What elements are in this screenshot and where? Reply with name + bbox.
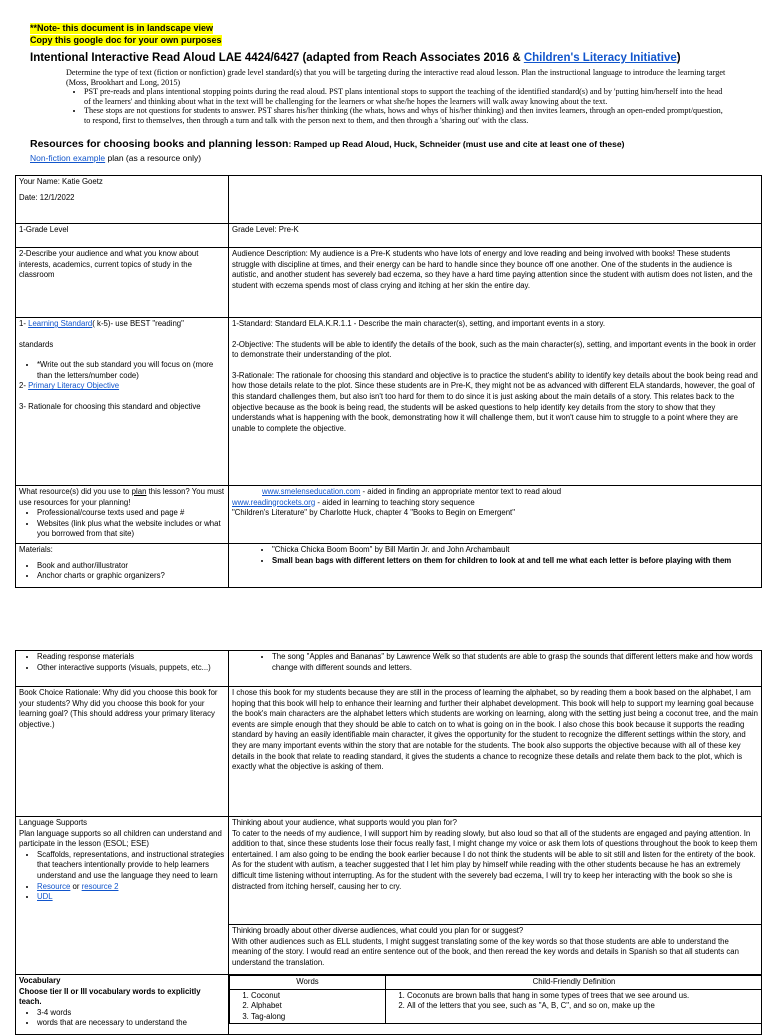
copy-note: Copy this google doc for your own purposes bbox=[30, 35, 222, 45]
materials-label-cell: Materials: • Book and author/illustrator • Anchor charts or graphic organizers? bbox=[16, 544, 229, 588]
name-date-cell bbox=[16, 176, 229, 224]
table-row bbox=[16, 486, 762, 544]
resources-value-cell: www.smelenseducation.com - aided in finding an appropriate mentor text to read aloud www.readingrockets.org - aided in learning to teaching story sequence "Children's Literature" by Charlotte Huck, chapter 4 "Books to Begin on Emergent" bbox=[229, 486, 762, 544]
grade-label: 1-Grade Level bbox=[16, 224, 229, 248]
grade-value: Grade Level: Pre-K bbox=[229, 224, 762, 248]
definition-header: Child-Friendly Definition bbox=[386, 976, 762, 990]
table-row bbox=[16, 651, 762, 687]
vocabulary-table-cell bbox=[229, 975, 762, 1035]
list-item: • Anchor charts or graphic organizers? bbox=[37, 571, 225, 582]
table-row bbox=[16, 176, 762, 224]
materials-value-cell bbox=[229, 544, 762, 588]
book-choice-value: I chose this book for my students because they are still in the process of learning the alphabet, so by reading them a book based on the alphabet, I am hoping that this book will help to enhance their learning and further their alphabet development. This book will help to support my learning goal because the book's main characters are the alphabet letters which students are working on learning, along with the setting just being a coconut tree, and the main events are simple enough that they should be able to catch on to what is going on in the book. I also chose this book because it supports the reading standard by having an easily identifiable main character, it gives the opportunity for the student to recognize the different settings within the story, and they are many important events within the story that are notable for the students. The book also supports the objective because with all of these key details in the book that relate to reading standard, it gives the students a chance to recognize these details and relate them back to the plot, which is exactly what the objective is asking of them. bbox=[229, 687, 762, 817]
date-field: Date: 12/1/2022 bbox=[19, 192, 75, 202]
standard-value: 1-Standard: Standard ELA.K.R.1.1 - Describe the main character(s), setting, and important events in a story. bbox=[232, 319, 605, 328]
list-item: • Other interactive supports (visuals, puppets, etc...) bbox=[37, 663, 225, 674]
empty-cell bbox=[229, 176, 762, 224]
table-row bbox=[16, 975, 762, 1035]
language-bullet-list bbox=[19, 850, 225, 903]
list-item: • words that are necessary to understand the bbox=[37, 1018, 225, 1029]
landscape-note: **Note- this document is in landscape view bbox=[30, 23, 214, 33]
intro-instructions: Determine the type of text (fiction or nonfiction) grade level standard(s) that you will be targeting during the interactive read aloud lesson. Plan the instructional language to introduce the learning target (Moss, Brookhart and Long, 2015) • PST pre-reads and plans intentional stopping points during the read aloud. PST plans intentional stops to support the teaching of the identified standard(s) and by 'putting him/herself into the head of the learners' and thinking about what in the text will be challenging for the learners or what she/he hopes the learners will walk away knowing about the text. • These stops are not questions for students to answer. PST shares his/her thinking (the whats, hows and whys of his/her thinking) and then invites learners, through an open-ended prompt/question, to respond, first to themselves, then through a turn and talk with the person next to them, and then through a 'sharing out' with the class. bbox=[66, 68, 726, 126]
words-header: Words bbox=[230, 976, 386, 990]
resources-label-cell: What resource(s) did you use to plan this lesson? You must use resources for your planning! • Professional/course texts used and page # • Websites (link plus what the website includes or what you borrowed from that site) bbox=[16, 486, 229, 544]
list-item: • Professional/course texts used and page # bbox=[37, 508, 225, 519]
table-row bbox=[16, 817, 762, 925]
intro-bullet-list bbox=[66, 87, 726, 125]
list-item: 3. Tag-along bbox=[251, 1012, 382, 1023]
audience-value: Audience Description: My audience is a Pre-K students who have lots of energy and love reading and being involved with books! These students struggle with discipline at times, and their energy can be hard to handle since they bounce off one another. One of the students in the audience is autistic, and another student has severely bad eczema, so they have a hard time paying attention since the student with autism does not listen, and the student with eczema spends most of class crying and itching at her skin the entire day. bbox=[229, 248, 762, 318]
table-row bbox=[230, 989, 762, 1024]
readingrockets-link[interactable]: www.readingrockets.org bbox=[232, 497, 316, 507]
words-cell bbox=[230, 989, 386, 1024]
list-item: • Reading response materials bbox=[37, 652, 225, 663]
intro-bullet: • These stops are not questions for students to answer. PST shares his/her thinking (the whats, hows and whys of his/her thinking) and then invites learners, through an open-ended prompt/question, to respond, first to themselves, then through a turn and talk with the person next to them, and then through a 'sharing out' with the class. bbox=[84, 106, 726, 125]
definitions-cell bbox=[386, 989, 762, 1024]
standard-bullet-list bbox=[19, 360, 225, 381]
words-list bbox=[233, 991, 382, 1023]
list-item: • 3-4 words bbox=[37, 1008, 225, 1019]
list-item bbox=[37, 892, 225, 903]
primary-literacy-objective-link[interactable]: Primary Literacy Objective bbox=[28, 381, 120, 391]
table-row bbox=[16, 318, 762, 486]
smelenseducation-link[interactable]: www.smelenseducation.com bbox=[262, 487, 361, 496]
list-item: • Book and author/illustrator bbox=[37, 561, 225, 572]
definitions-list bbox=[389, 991, 759, 1012]
table-row bbox=[16, 687, 762, 817]
intro-bullet: • PST pre-reads and plans intentional stopping points during the read aloud. PST plans intentional stops to support the teaching of the identified standard(s) and by 'putting him/herself into the head of the learners' and thinking about what in the text will be challenging for the learners or what she/he hopes the learners will walk away knowing about the text. bbox=[84, 87, 726, 106]
list-item: 2. Alphabet bbox=[251, 1001, 382, 1012]
document-title: Intentional Interactive Read Aloud LAE 4424/6427 (adapted from Reach Associates 2016 & Children's Literacy Initiative) bbox=[30, 52, 681, 64]
list-item: • Scaffolds, representations, and instructional strategies that teachers intentionally provide to help learners understand and use the language they need to learn bbox=[37, 850, 225, 882]
nonfiction-line: Non-fiction example plan (as a resource only) bbox=[30, 153, 202, 163]
lesson-plan-table-continued bbox=[15, 650, 762, 1035]
resources-heading: Resources for choosing books and planning lesson: Ramped up Read Aloud, Huck, Schneider (must use and cite at least one of these) bbox=[30, 138, 625, 150]
table-row bbox=[16, 248, 762, 318]
table-row bbox=[230, 976, 762, 990]
list-item: • "Chicka Chicka Boom Boom" by Bill Martin Jr. and John Archambault bbox=[272, 545, 758, 556]
language-supports-cell: Language Supports Plan language supports so all children can understand and participate in the lesson (ESOL; ESE) • Scaffolds, representations, and instructional strategies that teachers intentionally provide to help learners understand and use the language they need to learn • Resource or resource 2 • UDL bbox=[16, 817, 229, 975]
list-item: • Small bean bags with different letters on them for children to look at and tell me what each letter is before playing with them bbox=[272, 556, 758, 567]
table-row bbox=[16, 224, 762, 248]
rationale-label: 3- Rationale for choosing this standard and objective bbox=[19, 401, 201, 411]
resources-bullet-list bbox=[19, 508, 225, 540]
vocabulary-label-cell: Vocabulary Choose tier II or III vocabulary words to explicitly teach. • 3-4 words • words that are necessary to understand the bbox=[16, 975, 229, 1035]
table-row bbox=[16, 544, 762, 588]
diverse-audience-cell: Thinking broadly about other diverse audiences, what could you plan for or suggest? With other audiences such as ELL students, I might suggest translating some of the key words so that those students are able to understand the meaning of the story. I would read an entire sentence out of the book, and then reread the key words and details in Spanish so that all students can understand the translation. bbox=[229, 925, 762, 975]
list-item: • *Write out the sub standard you will focus on (more than the letters/number code) bbox=[37, 360, 225, 381]
nonfiction-example-link[interactable]: Non-fiction example bbox=[30, 153, 106, 163]
materials-bullet-list bbox=[19, 561, 225, 582]
resource-2-link[interactable]: resource 2 bbox=[81, 881, 119, 891]
objective-value: 2-Objective: The students will be able to identify the details of the book, such as the main character(s), setting, and important events in the book in order to demonstrate their understanding of the plot. bbox=[232, 339, 756, 360]
vocabulary-table bbox=[229, 975, 762, 1024]
list-item: • The song "Apples and Bananas" by Lawrence Welk so that students are able to grasp the sounds that different letters make and how words change with different sounds and letters. bbox=[272, 652, 758, 673]
standard-cell: 1- Learning Standard( k-5)- use BEST "reading" standards • *Write out the sub standard you will focus on (more than the letters/number code) 2- Primary Literacy Objective 3- Rationale for choosing this standard and objective bbox=[16, 318, 229, 486]
list-item: • Websites (link plus what the website includes or what you borrowed from that site) bbox=[37, 519, 225, 540]
list-item: • Resource or resource 2 bbox=[37, 882, 225, 893]
continued-label-cell bbox=[16, 651, 229, 687]
list-item: 1. Coconuts are brown balls that hang in some types of trees that we see around us. bbox=[407, 991, 759, 1002]
audience-label: 2-Describe your audience and what you know about interests, academics, current topics of study in the classroom bbox=[16, 248, 229, 318]
name-field: Your Name: Katie Goetz bbox=[19, 177, 103, 186]
resource-link[interactable]: Resource bbox=[37, 881, 71, 891]
book-choice-label: Book Choice Rationale: Why did you choose this book for your students? Why did you choose this book for your learning goal? (This should address your primary literacy objective.) bbox=[16, 687, 229, 817]
standard-objective-rationale-cell bbox=[229, 318, 762, 486]
list-item: 2. All of the letters that you see, such as "A, B, C", and so on, make up the bbox=[407, 1001, 759, 1012]
list-item: 1. Coconut bbox=[251, 991, 382, 1002]
lesson-plan-table bbox=[15, 175, 762, 588]
learning-standard-link[interactable]: Learning Standard bbox=[28, 319, 93, 328]
udl-link[interactable]: UDL bbox=[37, 892, 53, 902]
continued-value-cell bbox=[229, 651, 762, 687]
language-support-value: Thinking about your audience, what supports would you plan for? To cater to the needs of my audience, I will support him by reading slowly, but also loud so that all of the students are engaged and paying attention. In addition to that, since these students lose their focus really fast, I might change my voice or ask them lots of questions throughout the book to keep them entertained. I am also going to be ending the book earlier because I do not think the students will be able to sit still and listen for the entirety of the book. As for the student with autism, a teacher suggested that I let him play by himself while reading with the other students because he has an extremely difficult time listening without interrupting. As for the student with the severely bad eczema, I will try to keep her interacting with the book so she is distracted from itching herself, causing her to cry. bbox=[229, 817, 762, 925]
rationale-value: 3-Rationale: The rationale for choosing this standard and objective is to practice the student's ability to identify key details about the book being read and how those details relate to the plot. Since these students are in Pre-K, they might not be as advanced with different ELA standards, however, the goal of this standard challenges them, but also isn't too hard for them to do since it is just asking about the main details of a story. This relates back to the objective because as the book is being read, the students will be asked questions to help identify key details from the story to show that they understands what is happening with the book, demonstrating how it will challenge them, but it won't cause him to struggle to a point where they are unable to complete the objective. bbox=[232, 370, 758, 433]
materials-value-list bbox=[232, 545, 758, 566]
vocabulary-bullet-list bbox=[19, 1008, 225, 1029]
continued-bullet-list bbox=[19, 652, 225, 673]
childrens-literacy-link[interactable]: Children's Literacy Initiative bbox=[523, 52, 677, 64]
continued-value-list bbox=[232, 652, 758, 673]
